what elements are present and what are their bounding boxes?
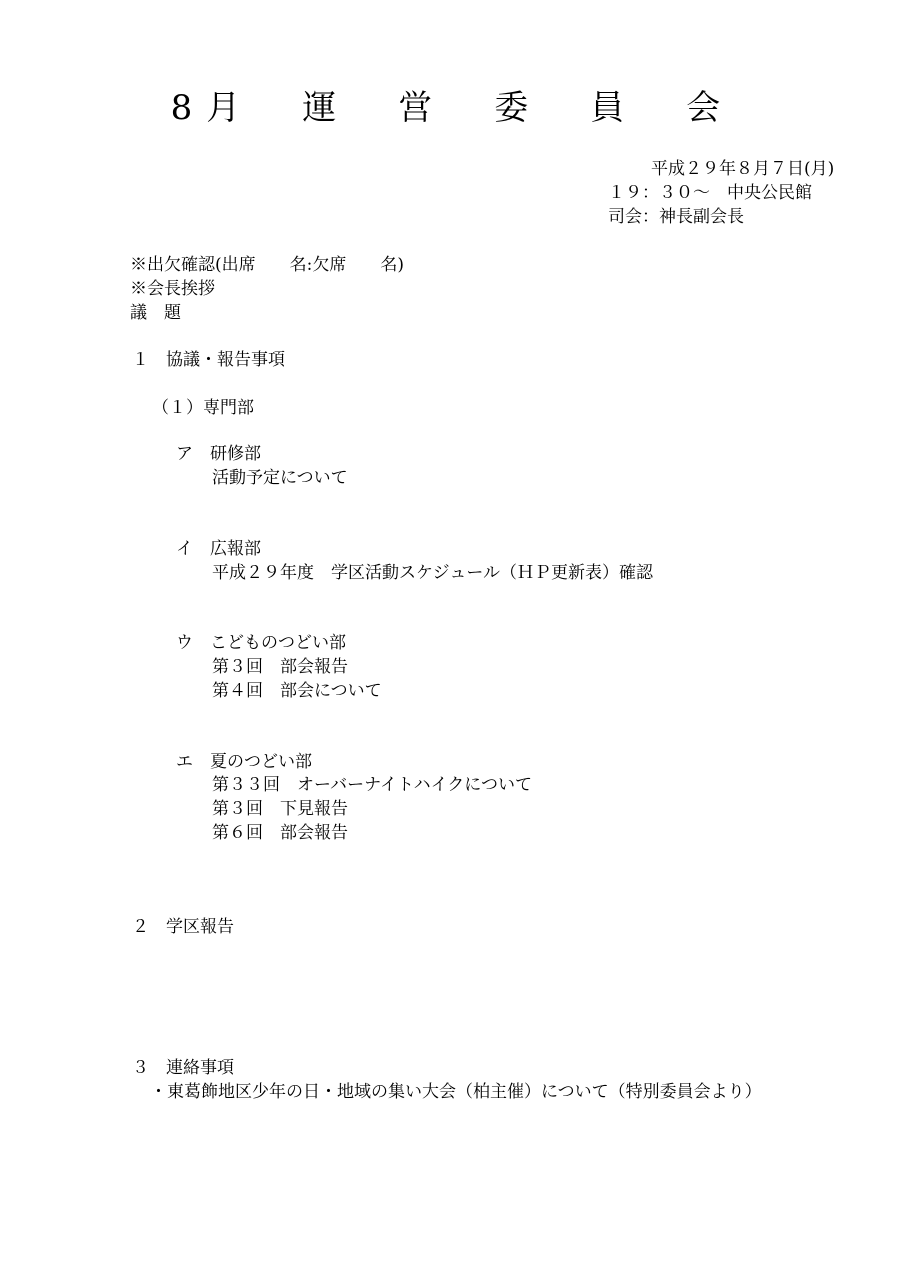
item-u-line-2: 第４回 部会について xyxy=(212,681,382,701)
section-3-heading: ３ 連絡事項 xyxy=(132,1058,234,1078)
item-e-line-1: 第３３回 オーバーナイトハイクについて xyxy=(212,775,532,795)
item-e-heading: エ 夏のつどい部 xyxy=(176,752,312,772)
item-i-line: 平成２９年度 学区活動スケジュール（ＨＰ更新表）確認 xyxy=(212,563,653,583)
item-u-line-1: 第３回 部会報告 xyxy=(212,657,348,677)
meeting-host: 司会：神長副会長 xyxy=(608,207,744,227)
item-e-line-3: 第６回 部会報告 xyxy=(212,823,348,843)
meeting-date: 平成２９年８月７日(月) xyxy=(651,159,835,179)
agenda-label: 議 題 xyxy=(130,303,181,323)
item-a-heading: ア 研修部 xyxy=(176,444,261,464)
item-a-line: 活動予定について xyxy=(212,468,348,488)
section-3-item: ・東葛飾地区少年の日・地域の集い大会（柏主催）について（特別委員会より） xyxy=(150,1082,762,1102)
meeting-time-place: １９：３０～ 中央公民館 xyxy=(608,183,812,203)
attendance-check: ※出欠確認(出席 名:欠席 名) xyxy=(130,255,404,275)
item-u-heading: ウ こどものつどい部 xyxy=(176,633,346,653)
section-1-heading: １ 協議・報告事項 xyxy=(132,350,285,370)
item-i-heading: イ 広報部 xyxy=(176,539,261,559)
page-title: 8月 運 営 委 員 会 xyxy=(170,88,735,128)
president-greeting: ※会長挨拶 xyxy=(130,279,215,299)
item-e-line-2: 第３回 下見報告 xyxy=(212,799,348,819)
section-2-heading: ２ 学区報告 xyxy=(132,917,234,937)
subsection-specialist-heading: （１）専門部 xyxy=(152,398,254,418)
